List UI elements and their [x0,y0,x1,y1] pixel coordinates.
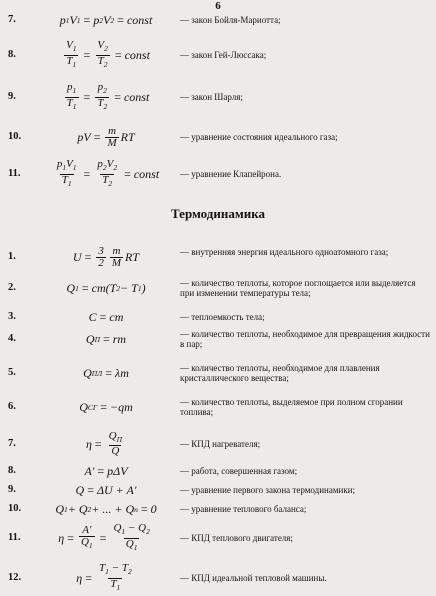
formula-expression: $\frac{p_1V_1}{T_1}$ = $\frac{p_2V_2}{T_2}$ = const [56,158,160,188]
formula-expression: p 1 V 1 = p 2 V 2 = const [59,12,153,27]
formula-expression: Q = ΔU + A' [75,482,137,497]
formula-expression: Q П = rm [85,331,127,346]
formula-expression: C = cm [88,309,124,324]
formula-number: 9. [8,484,16,495]
page-number: 6 [215,0,221,12]
formula-number: 2. [8,282,16,293]
formula-description: — количество теплоты, которое поглощается или выделяется при изменении температуры тела; [180,277,416,298]
formula-number: 10. [8,503,22,514]
formula-description: — закон Гей-Люссака; [180,49,267,60]
formula-row [0,462,436,480]
formula-description: — КПД теплового двигателя; [180,532,293,543]
formula-description: — закон Шарля; [180,91,243,102]
formula-number: 11. [8,168,21,179]
formula-row [0,395,436,419]
formula-row [0,481,436,499]
formula-expression: U = $\frac{3}{2}$ $\frac{m}{M}$ RT [72,244,140,269]
formula-description: — уравнение первого закона термодинамики; [180,484,356,495]
formula-description: — КПД нагревателя; [180,438,261,449]
formula-row [0,327,436,351]
formula-row [0,156,436,192]
formula-row [0,499,436,519]
formula-row [0,308,436,326]
formula-number: 1. [8,251,16,262]
formula-expression: Q 1 = cm(T 2 − T 1 ) [66,280,146,295]
formula-expression: Q ПЛ = λm [83,365,129,380]
formula-row [0,520,436,556]
formula-expression: Q СГ = −qm [79,399,133,414]
formula-description: — уравнение Клапейрона. [180,168,282,179]
formula-expression: Q 1 + Q 2 + ... + Q n = 0 [55,501,157,516]
formula-row [0,38,436,72]
formula-row [0,8,436,32]
formula-description: — закон Бойля-Мариотта; [180,14,281,25]
formula-description: — КПД идеальной тепловой машины. [180,572,327,583]
formula-number: 8. [8,49,16,60]
formula-number: 9. [8,91,16,102]
formula-number: 5. [8,367,16,378]
formula-number: 7. [8,14,16,25]
formula-number: 12. [8,572,22,583]
formula-row [0,560,436,596]
formula-description: — теплоемкость тела; [180,311,265,322]
formula-expression: η = $\frac{T_1 - T_2}{T_1}$ [76,562,132,592]
formula-expression: $\frac{V_1}{T_1}$ = $\frac{V_2}{T_2}$ = const [66,39,150,69]
formula-expression: pV = $\frac{m}{M}$ RT [77,124,135,149]
formula-number: 4. [8,333,16,344]
formula-expression: $\frac{p_1}{T_1}$ = $\frac{p_2}{T_2}$ = const [66,81,150,111]
formula-description: — уравнение теплового баланса; [180,503,307,514]
formula-expression: η = $\frac{A'}{Q_1}$ = $\frac{Q_1 - Q_2}{Q_1}$ [58,522,150,552]
formula-description: — количество теплоты, выделяемое при полном сгорании топлива; [180,396,403,417]
formula-row [0,361,436,385]
formula-description: — работа, совершенная газом; [180,465,298,476]
formula-description: — количество теплоты, необходимое для превращения жидкости в пар; [180,328,430,349]
formula-expression: A' = pΔV [84,463,128,478]
formula-number: 8. [8,465,16,476]
formula-row [0,426,436,462]
formula-description: — количество теплоты, необходимое для плавления кристаллического вещества; [180,362,380,383]
formula-number: 6. [8,401,16,412]
formula-row [0,238,436,276]
formula-row [0,276,436,300]
section-heading: Термодинамика [171,206,265,221]
formula-number: 3. [8,311,16,322]
formula-expression: η = $\frac{Q_П}{Q}$ [85,429,123,458]
formula-row [0,120,436,154]
formula-row [0,80,436,114]
formula-description: — внутренняя энергия идеального одноатомного газа; [180,246,389,257]
formula-number: 7. [8,438,16,449]
formula-number: 10. [8,131,22,142]
formula-description: — уравнение состояния идеального газа; [180,131,338,142]
formula-number: 11. [8,532,21,543]
